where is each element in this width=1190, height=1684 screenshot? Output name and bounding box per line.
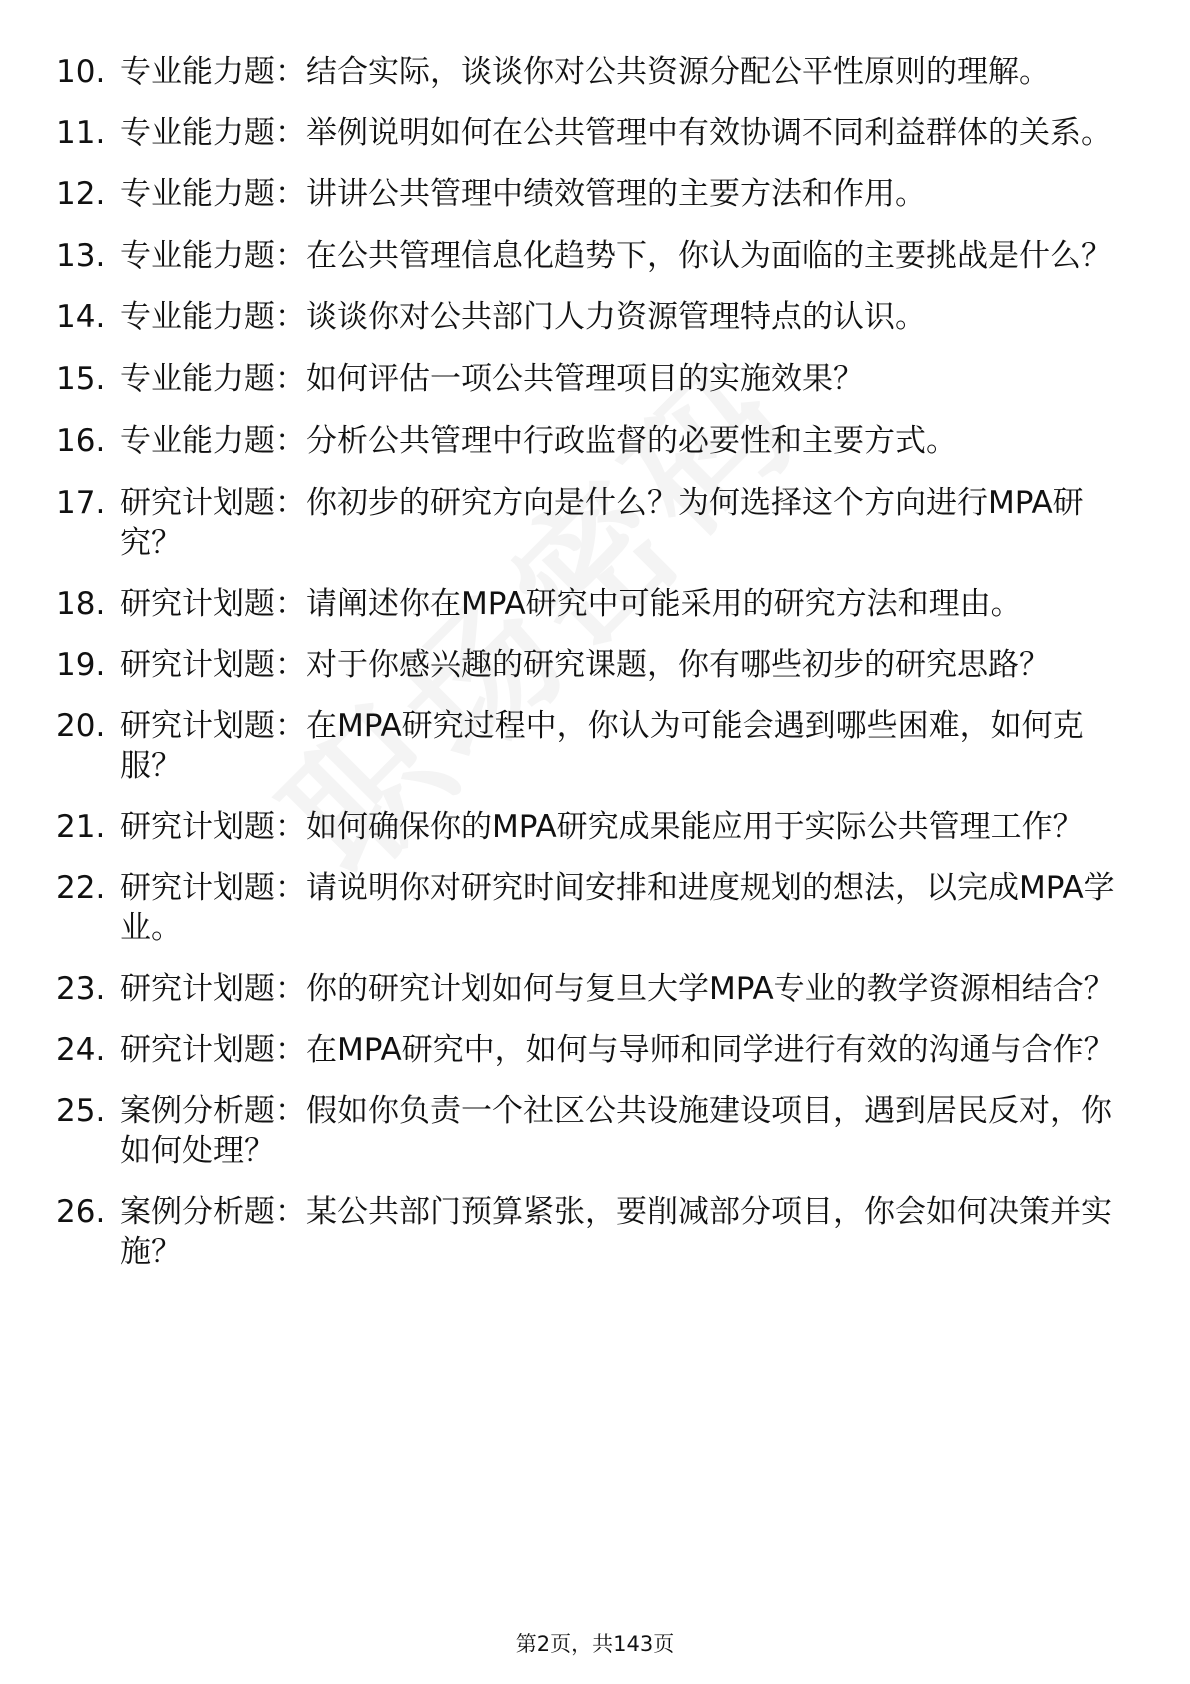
list-item bbox=[56, 483, 1116, 563]
question-number: 19. bbox=[56, 647, 106, 683]
question-number: 16. bbox=[56, 423, 106, 459]
question-number: 11. bbox=[56, 115, 106, 151]
list-item bbox=[56, 113, 1116, 153]
question-number: 14. bbox=[56, 299, 106, 335]
question-text: 专业能力题：在公共管理信息化趋势下，你认为面临的主要挑战是什么？ bbox=[120, 238, 1112, 274]
question-text: 专业能力题：分析公共管理中行政监督的必要性和主要方式。 bbox=[120, 423, 957, 459]
list-item bbox=[56, 1091, 1116, 1171]
question-text: 研究计划题：在MPA研究过程中，你认为可能会遇到哪些困难，如何克服？ bbox=[120, 708, 1084, 784]
list-item bbox=[56, 807, 1116, 847]
question-text: 研究计划题：请阐述你在MPA研究中可能采用的研究方法和理由。 bbox=[120, 586, 1022, 622]
list-item bbox=[56, 868, 1116, 948]
question-text: 专业能力题：结合实际，谈谈你对公共资源分配公平性原则的理解。 bbox=[120, 54, 1050, 90]
question-text: 研究计划题：你初步的研究方向是什么？为何选择这个方向进行MPA研究？ bbox=[120, 485, 1084, 561]
question-text: 研究计划题：你的研究计划如何与复旦大学MPA专业的教学资源相结合？ bbox=[120, 971, 1115, 1007]
list-item bbox=[56, 969, 1116, 1009]
list-item bbox=[56, 1192, 1116, 1272]
question-number: 12. bbox=[56, 176, 106, 212]
list-item bbox=[56, 359, 1116, 399]
list-item bbox=[56, 297, 1116, 337]
list-item bbox=[56, 584, 1116, 624]
question-number: 15. bbox=[56, 361, 106, 397]
list-item bbox=[56, 706, 1116, 786]
question-number: 18. bbox=[56, 586, 106, 622]
question-text: 研究计划题：对于你感兴趣的研究课题，你有哪些初步的研究思路？ bbox=[120, 647, 1050, 683]
question-number: 10. bbox=[56, 54, 106, 90]
question-text: 研究计划题：如何确保你的MPA研究成果能应用于实际公共管理工作？ bbox=[120, 809, 1084, 845]
question-text: 研究计划题：在MPA研究中，如何与导师和同学进行有效的沟通与合作？ bbox=[120, 1032, 1115, 1068]
question-number: 25. bbox=[56, 1093, 106, 1129]
list-item bbox=[56, 174, 1116, 214]
question-text: 专业能力题：举例说明如何在公共管理中有效协调不同利益群体的关系。 bbox=[120, 115, 1112, 151]
question-number: 24. bbox=[56, 1032, 106, 1068]
list-item bbox=[56, 421, 1116, 461]
question-number: 22. bbox=[56, 870, 106, 906]
question-text: 专业能力题：谈谈你对公共部门人力资源管理特点的认识。 bbox=[120, 299, 926, 335]
list-item bbox=[56, 645, 1116, 685]
question-text: 案例分析题：假如你负责一个社区公共设施建设项目，遇到居民反对，你如何处理？ bbox=[120, 1093, 1112, 1169]
question-text: 专业能力题：如何评估一项公共管理项目的实施效果？ bbox=[120, 361, 864, 397]
question-list bbox=[56, 52, 1116, 1293]
question-number: 13. bbox=[56, 238, 106, 274]
question-number: 20. bbox=[56, 708, 106, 744]
list-item bbox=[56, 52, 1116, 92]
page-number-footer: 第2页，共143页 bbox=[515, 1632, 675, 1656]
list-item bbox=[56, 236, 1116, 276]
question-text: 研究计划题：请说明你对研究时间安排和进度规划的想法，以完成MPA学业。 bbox=[120, 870, 1115, 946]
question-text: 专业能力题：讲讲公共管理中绩效管理的主要方法和作用。 bbox=[120, 176, 926, 212]
question-number: 17. bbox=[56, 485, 106, 521]
question-text: 案例分析题：某公共部门预算紧张，要削减部分项目，你会如何决策并实施？ bbox=[120, 1194, 1112, 1270]
list-item bbox=[56, 1030, 1116, 1070]
question-number: 21. bbox=[56, 809, 106, 845]
question-number: 23. bbox=[56, 971, 106, 1007]
question-number: 26. bbox=[56, 1194, 106, 1230]
